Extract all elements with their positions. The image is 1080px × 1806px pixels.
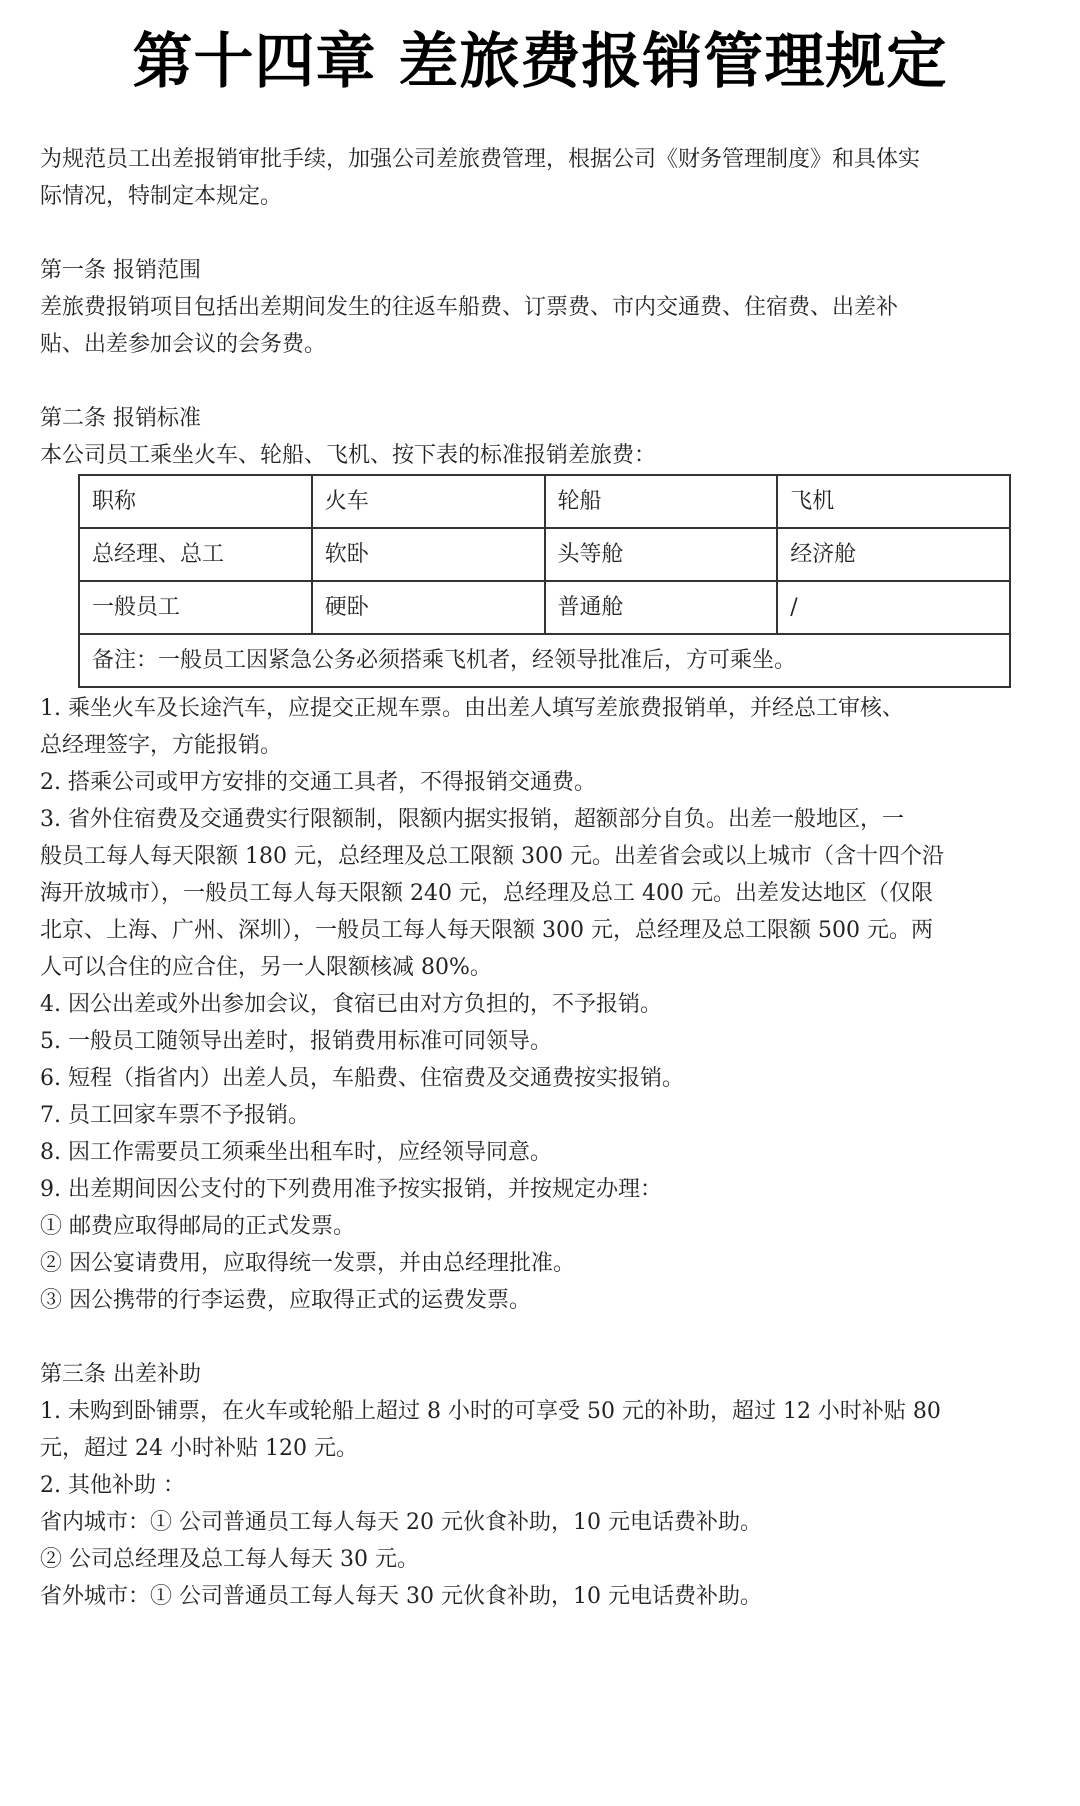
document-body (40, 141, 1040, 1615)
article-2-line: 5. 一般员工随领导出差时，报销费用标准可同领导。 (40, 1029, 552, 1054)
article-3-line: 元，超过 24 小时补贴 120 元。 (40, 1436, 358, 1461)
article-3-line: 2. 其他补助 ： (40, 1473, 185, 1498)
article-2-line: 般员工每人每天限额 180 元，总经理及总工限额 300 元。出差省会或以上城市（含十四个沿 (40, 844, 944, 869)
table-row (79, 528, 1010, 581)
article-3-line: 省外城市：① 公司普通员工每人每天 30 元伙食补助，10 元电话费补助。 (40, 1584, 762, 1609)
article-3-line: ② 公司总经理及总工每人每天 30 元。 (40, 1547, 419, 1572)
article-2-line: 9. 出差期间因公支付的下列费用准予按实报销，并按规定办理： (40, 1177, 662, 1202)
table-note-row (79, 634, 1010, 687)
page-title: 第十四章 差旅费报销管理规定 (132, 27, 948, 97)
intro-line: 为规范员工出差报销审批手续，加强公司差旅费管理，根据公司《财务管理制度》和具体实 (40, 147, 921, 172)
article-2-line: 4. 因公出差或外出参加会议，食宿已由对方负担的，不予报销。 (40, 992, 662, 1017)
article-2-line: 海开放城市），一般员工每人每天限额 240 元，总经理及总工 400 元。出差发达地区（仅限 (40, 881, 933, 906)
table-cell: 头等舱 (545, 528, 778, 581)
article-2-line: 人可以合住的应合住，另一人限额核减 80%。 (40, 955, 492, 980)
article-2-line: 8. 因工作需要员工须乘坐出租车时，应经领导同意。 (40, 1140, 552, 1165)
article-1-heading: 第一条 报销范围 (40, 258, 201, 283)
article-2-line: ① 邮费应取得邮局的正式发票。 (40, 1214, 355, 1239)
table-cell: 硬卧 (312, 581, 545, 634)
intro-line: 际情况，特制定本规定。 (40, 184, 283, 209)
table-cell: 一般员工 (79, 581, 312, 634)
table-header-row (79, 475, 1010, 528)
article-2-line: 2. 搭乘公司或甲方安排的交通工具者，不得报销交通费。 (40, 770, 596, 795)
article-2-line: 7. 员工回家车票不予报销。 (40, 1103, 310, 1128)
article-2-line: ③ 因公携带的行李运费，应取得正式的运费发票。 (40, 1288, 531, 1313)
article-1-line: 贴、出差参加会议的会务费。 (40, 332, 327, 357)
article-3-heading: 第三条 出差补助 (40, 1362, 201, 1387)
article-1-line: 差旅费报销项目包括出差期间发生的往返车船费、订票费、市内交通费、住宿费、出差补 (40, 295, 899, 320)
article-3-line: 省内城市：① 公司普通员工每人每天 20 元伙食补助，10 元电话费补助。 (40, 1510, 762, 1535)
table-cell: 普通舱 (545, 581, 778, 634)
article-2-line: 1. 乘坐火车及长途汽车，应提交正规车票。由出差人填写差旅费报销单，并经总工审核、 (40, 696, 904, 721)
article-3-line: 1. 未购到卧铺票，在火车或轮船上超过 8 小时的可享受 50 元的补助，超过 12 小时补贴 80 (40, 1399, 941, 1424)
table-header-cell: 轮船 (545, 475, 778, 528)
article-2-line: 3. 省外住宿费及交通费实行限额制，限额内据实报销，超额部分自负。出差一般地区，一 (40, 807, 904, 832)
standards-table (78, 474, 1011, 688)
article-2-line: 北京、上海、广州、深圳），一般员工每人每天限额 300 元，总经理及总工限额 500 元。两 (40, 918, 933, 943)
table-header-cell: 火车 (312, 475, 545, 528)
table-row (79, 581, 1010, 634)
table-cell: 总经理、总工 (79, 528, 312, 581)
article-2-line: 6. 短程（指省内）出差人员，车船费、住宿费及交通费按实报销。 (40, 1066, 684, 1091)
article-2-line: ② 因公宴请费用，应取得统一发票，并由总经理批准。 (40, 1251, 575, 1276)
table-cell: 经济舱 (777, 528, 1010, 581)
table-cell: 软卧 (312, 528, 545, 581)
article-2-heading: 第二条 报销标准 (40, 406, 201, 431)
table-header-cell: 飞机 (777, 475, 1010, 528)
table-header-cell: 职称 (79, 475, 312, 528)
article-2-line: 总经理签字，方能报销。 (40, 733, 283, 758)
article-2-lead: 本公司员工乘坐火车、轮船、飞机、按下表的标准报销差旅费： (40, 443, 657, 468)
table-cell: / (777, 581, 1010, 634)
table-note: 备注：一般员工因紧急公务必须搭乘飞机者，经领导批准后，方可乘坐。 (79, 634, 1010, 687)
